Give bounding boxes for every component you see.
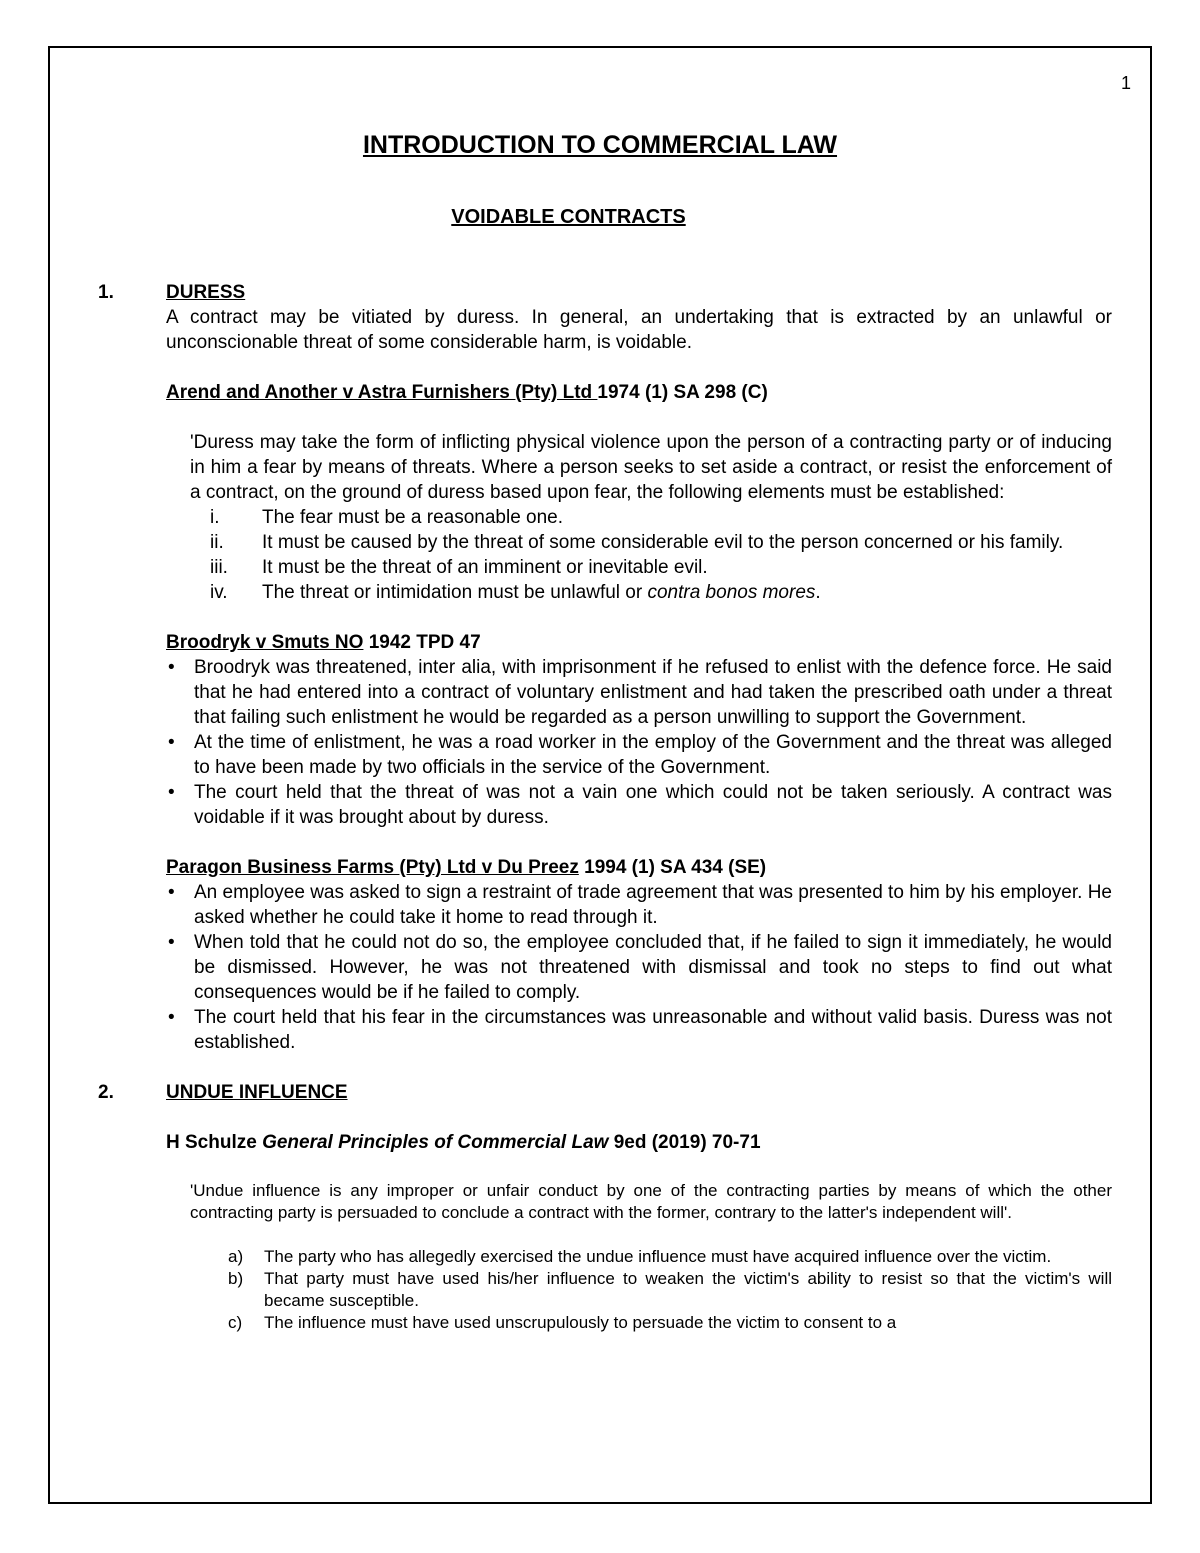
bullet-item: • At the time of enlistment, he was a road worker in the employ of the Government and the threat was alleged to have been made by two officials in the service of the Government. [166,730,1112,780]
list-text: It must be the threat of an imminent or inevitable evil. [262,557,708,578]
page-number: 1 [1121,73,1132,93]
case-citation: 1994 (1) SA 434 (SE) [578,857,767,878]
list-text: It must be caused by the threat of some considerable evil to the person concerned or his family. [262,532,1064,553]
bullet-item: • When told that he could not do so, the employee concluded that, if he failed to sign it immediately, he would be dismissed. However, he was not threatened with dismissal and took no steps to find out what consequences would be if he failed to comply. [166,930,1112,1005]
list-text: That party must have used his/her influence to weaken the victim's ability to resist so that the victim's will became susceptible. [264,1269,1112,1310]
case-citation: 1942 TPD 47 [363,632,481,653]
case-heading [166,380,1112,405]
latin-term: contra bonos mores [647,582,816,603]
list-text: The threat or intimidation must be unlawful or [262,582,648,603]
case-facts-list [166,655,1112,830]
source-author: H Schulze [166,1132,263,1153]
list-text-end: . [815,582,821,603]
requirements-list [190,1246,1112,1334]
bullet-item: • Broodryk was threatened, inter alia, with imprisonment if he refused to enlist with the defence force. He said that he had entered into a contract of voluntary enlistment and had taken the prescribed oath under a threat that failing such enlistment he would be regarded as a person unwilling to support the Government. [166,655,1112,730]
bullet-item: • An employee was asked to sign a restraint of trade agreement that was presented to him by his employer. He asked whether he could take it home to read through it. [166,880,1112,930]
list-text: The fear must be a reasonable one. [262,507,564,528]
list-item [190,1246,1112,1268]
case-quote: 'Duress may take the form of inflicting physical violence upon the person of a contracting party or of inducing in him a fear by means of threats. Where a person seeks to set aside a contract, or resist the enforcement of a contract, on the ground of duress based upon fear, the following elements must be established: [190,432,1112,503]
list-marker: iii. [210,557,228,578]
case-name: Arend and Another v Astra Furnishers (Pty) Ltd [166,382,598,403]
section-title: UNDUE INFLUENCE [166,1082,348,1103]
section-title: DURESS [166,282,246,303]
section-heading-undue-influence [98,1080,1112,1105]
document-title: INTRODUCTION TO COMMERCIAL LAW [362,131,838,159]
case-name: Broodryk v Smuts NO [166,632,364,653]
definition-quote: 'Undue influence is any improper or unfair conduct by one of the contracting parties by means of which the other contracting party is persuaded to conclude a contract with the former, contrary to the latter's independent will'. [190,1181,1112,1222]
case-heading [166,855,1112,880]
source-work: General Principles of Commercial Law [262,1132,609,1153]
case-citation: 1974 (1) SA 298 (C) [597,382,768,403]
list-marker: c) [228,1313,243,1332]
list-item [190,1268,1112,1312]
case-name: Paragon Business Farms (Pty) Ltd v Du Preez [166,857,579,878]
list-item [190,530,1112,555]
section-heading-duress [98,280,1112,305]
list-marker: b) [228,1269,244,1288]
section-number: 2. [98,1082,114,1103]
source-edition: 9ed (2019) 70-71 [608,1132,761,1153]
document-body [98,280,1112,1334]
list-marker: iv. [210,582,228,603]
list-item [190,1312,1112,1334]
document-subtitle: VOIDABLE CONTRACTS [451,206,686,228]
list-item [190,580,1112,605]
elements-list [190,505,1112,605]
list-text: The party who has allegedly exercised the undue influence must have acquired influence over the victim. [264,1247,1052,1266]
section-intro: A contract may be vitiated by duress. In general, an undertaking that is extracted by an unlawful or unconscionable threat of some considerable harm, is voidable. [166,307,1112,353]
list-item [190,505,1112,530]
section-number: 1. [98,282,114,303]
list-item [190,555,1112,580]
source-reference [166,1130,1112,1155]
list-marker: a) [228,1247,244,1266]
bullet-item: • The court held that his fear in the circumstances was unreasonable and without valid basis. Duress was not established. [166,1005,1112,1055]
list-marker: ii. [210,532,224,553]
case-facts-list [166,880,1112,1055]
case-heading [166,630,1112,655]
bullet-item: • The court held that the threat of was not a vain one which could not be taken seriously. A contract was voidable if it was brought about by duress. [166,780,1112,830]
list-text: The influence must have used unscrupulously to persuade the victim to consent to a [264,1313,897,1332]
list-marker: i. [210,507,220,528]
